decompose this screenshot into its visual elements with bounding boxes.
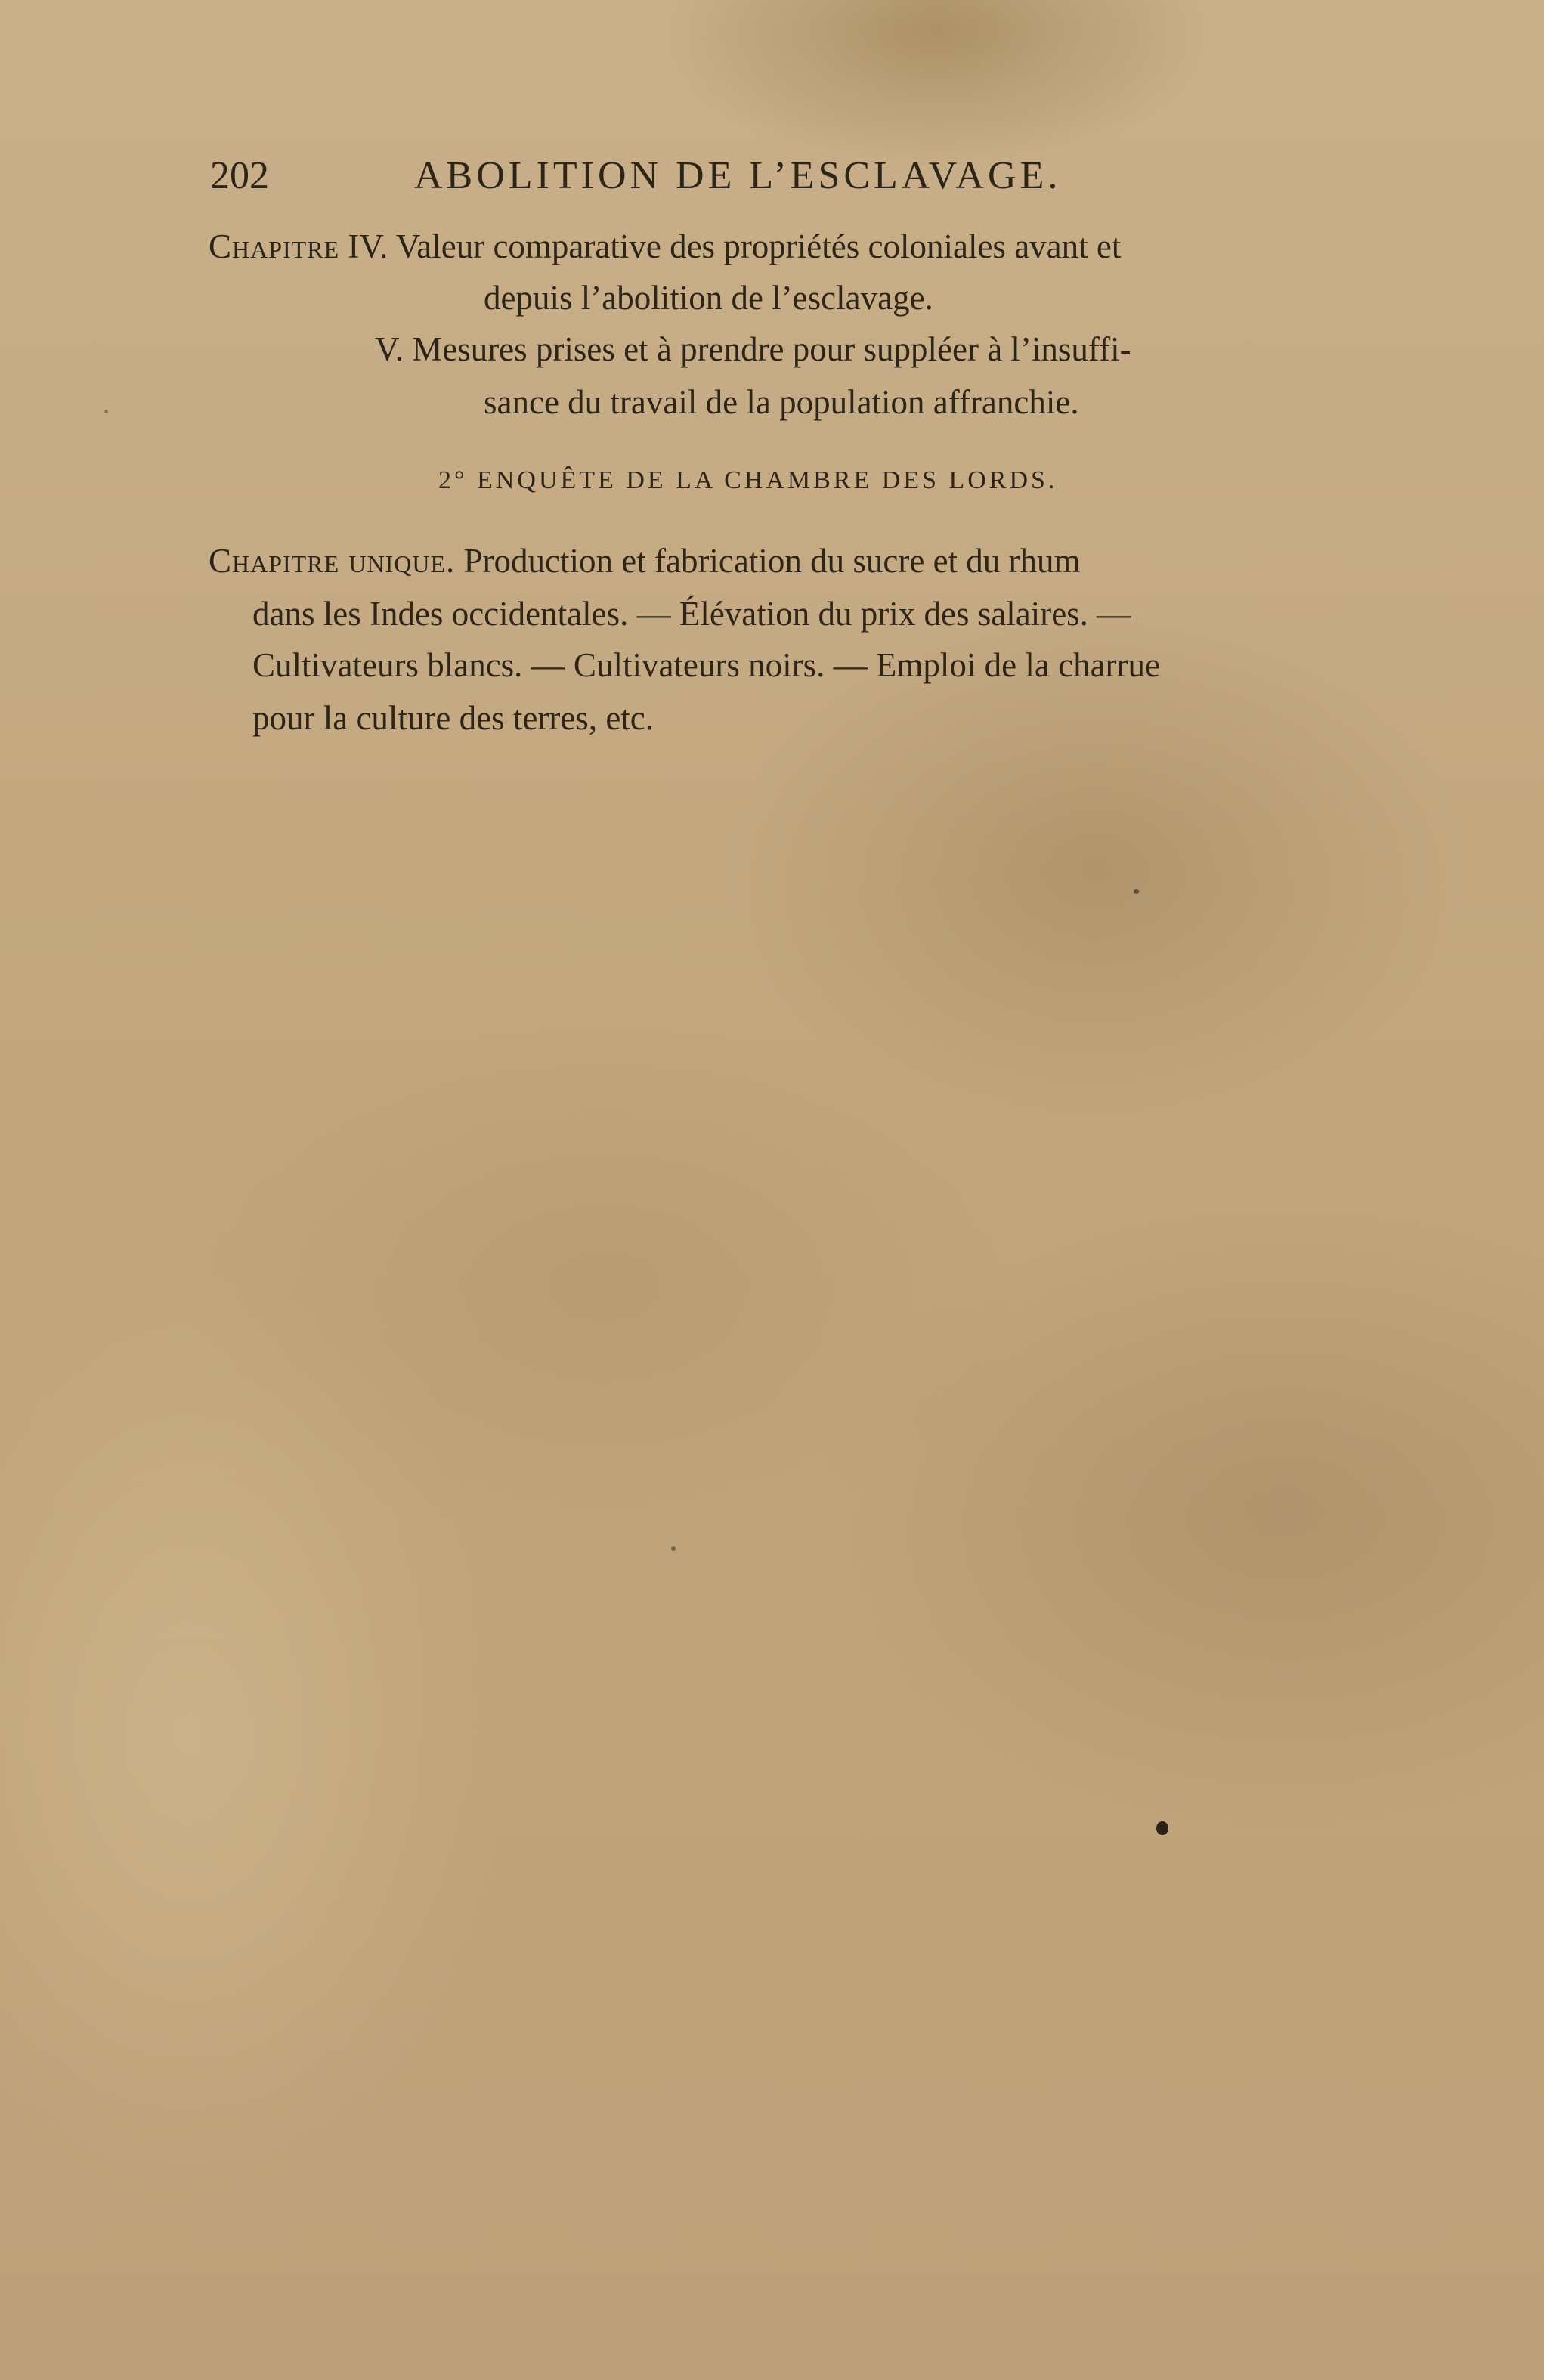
chapter-v-line-2: sance du travail de la population affranchie. (484, 383, 1079, 421)
chapter-iv-line-1 (209, 224, 1121, 269)
chapter-text: Valeur comparative des propriétés coloniales avant et (395, 227, 1122, 265)
unique-chapter-line-4: pour la culture des terres, etc. (252, 699, 654, 737)
chapter-numeral: V. (375, 330, 404, 368)
unique-chapter-line-2: dans les Indes occidentales. — Élévation du prix des salaires. — (252, 595, 1131, 633)
chapter-iv-line-2: depuis l’abolition de l’esclavage. (484, 279, 933, 317)
chapter-text: Production et fabrication du sucre et du rhum (463, 542, 1081, 580)
running-title: ABOLITION DE L’ESCLAVAGE. (414, 154, 1062, 197)
chapter-v-line-1 (375, 327, 1131, 372)
paper-speck (671, 1546, 676, 1551)
page-number: 202 (210, 154, 269, 197)
paper-speck (1134, 889, 1139, 894)
unique-chapter-line-1 (209, 538, 1081, 583)
paper-speck (1156, 1821, 1168, 1835)
chapter-label: Chapitre unique. (209, 542, 456, 580)
running-head (210, 153, 1344, 206)
paper-speck (104, 410, 108, 413)
section-heading: 2° ENQUÊTE DE LA CHAMBRE DES LORDS. (438, 466, 1058, 494)
chapter-numeral: IV. (348, 227, 388, 265)
chapter-text: Mesures prises et à prendre pour suppléer à l’insuffi- (412, 330, 1131, 368)
unique-chapter-line-3: Cultivateurs blancs. — Cultivateurs noirs. — Emploi de la charrue (252, 646, 1160, 684)
chapter-label: Chapitre (209, 227, 340, 265)
